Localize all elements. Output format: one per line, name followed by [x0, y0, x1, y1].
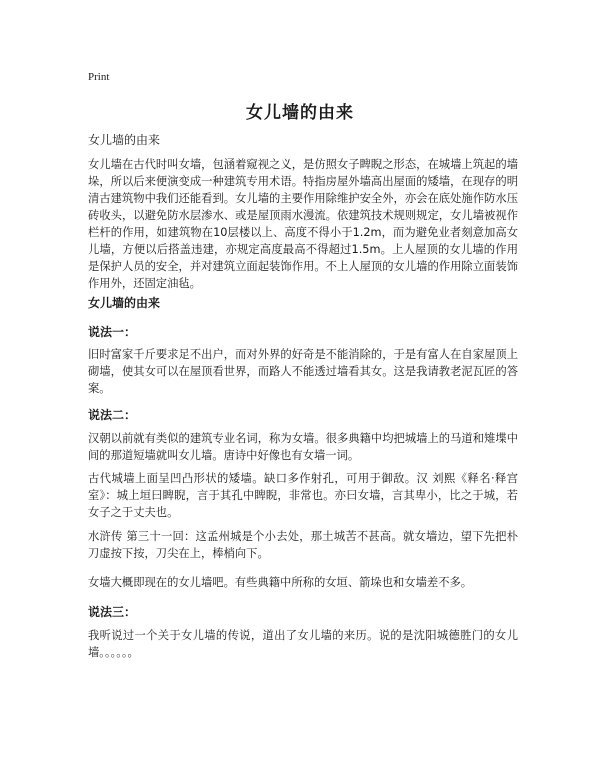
theory2-paragraph-3: 水浒传 第三十一回：这孟州城是个小去处，那土城苦不甚高。就女墙边，望下先把朴刀虚按下按，刀尖在上，棒梢向下。 — [88, 530, 518, 560]
theory3-heading: 说法三： — [88, 605, 137, 619]
print-label: Print — [88, 71, 110, 83]
subtitle: 女儿墙的由来 — [88, 133, 161, 147]
page-title: 女儿墙的由来 — [246, 103, 354, 123]
section-heading: 女儿墙的由来 — [88, 296, 161, 310]
intro-paragraph: 女儿墙在古代时叫女墙，包涵着窥视之义，是仿照女子睥睨之形态，在城墙上筑起的墙垛，所以后来便演变成一种建筑专用术语。特指房屋外墙高出屋面的矮墙，在现存的明清古建筑物中我们还能看到。女儿墙的主要作用除维护安全外，亦会在底处施作防水压砖收头，以避免防水层渗水、或是屋顶雨水漫流。依建筑技术规则规定，女儿墙被视作栏杆的作用，如建筑物在10层楼以上、高度不得小于1.2m，而为避免业者刻意加高女儿墙，方便以后搭盖违建，亦规定高度最高不得超过1.5m。上人屋顶的女儿墙的作用是保护人员的安全，并对建筑立面起装饰作用。不上人屋顶的女儿墙的作用除立面装饰作用外，还固定油毡。 — [88, 158, 518, 290]
theory1-paragraph: 旧时富家千斤要求足不出户，而对外界的好奇是不能消除的，于是有富人在自家屋顶上砌墙，使其女可以在屋顶看世界，而路人不能透过墙看其女。这是我请教老泥瓦匠的答案。 — [88, 348, 518, 395]
theory2-heading: 说法二： — [88, 408, 137, 422]
theory1-heading: 说法一： — [88, 325, 137, 339]
theory3-paragraph: 我听说过一个关于女儿墙的传说，道出了女儿墙的来历。说的是沈阳城德胜门的女儿墙。。。。。。 — [88, 629, 518, 659]
theory2-paragraph-1: 汉朝以前就有类似的建筑专业名词，称为女墙。很多典籍中均把城墙上的马道和雉堞中间的那道短墙就叫女儿墙。唐诗中好像也有女墙一词。 — [88, 432, 518, 462]
theory2-paragraph-2: 古代城墙上面呈凹凸形状的矮墙。缺口多作射孔，可用于御敌。汉 刘熙《释名·释宫室》：城上垣曰睥睨，言于其孔中睥睨，非常也。亦曰女墙，言其卑小，比之于城，若女子之于丈夫也。 — [88, 472, 518, 519]
theory2-paragraph-4: 女墙大概即现在的女儿墙吧。有些典籍中所称的女垣、箭垛也和女墙差不多。 — [88, 576, 473, 589]
